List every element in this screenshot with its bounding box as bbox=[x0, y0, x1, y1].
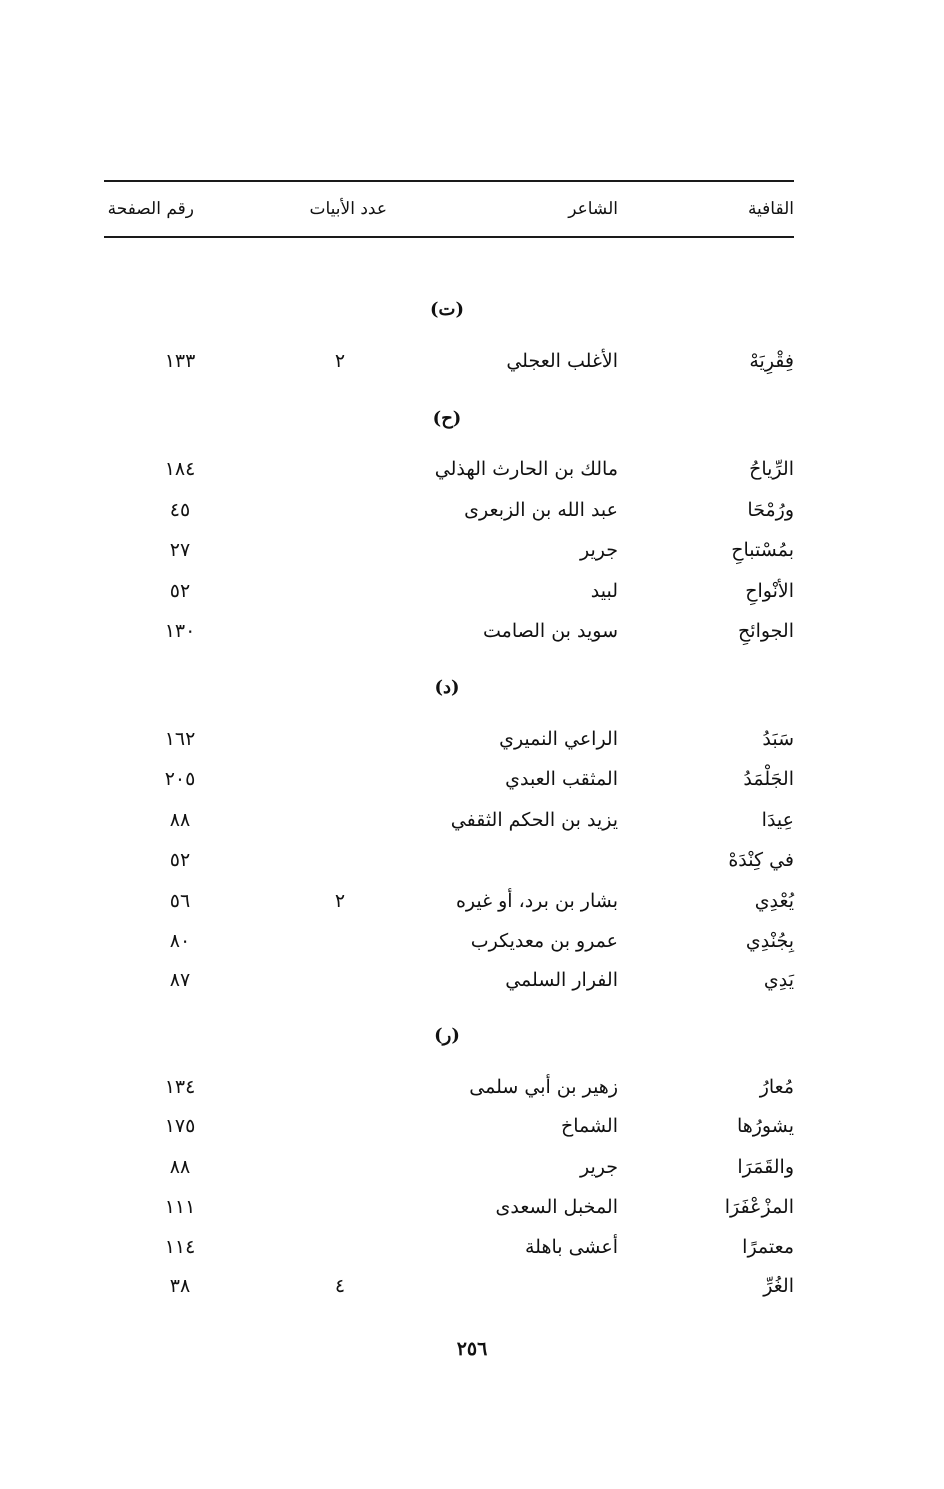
rhyme-cell: فِقْرِيَهْ bbox=[749, 350, 794, 372]
table-row bbox=[0, 343, 944, 379]
rhyme-cell: في كِنْدَهْ bbox=[728, 849, 794, 871]
page-number-cell: ٨٨ bbox=[169, 1156, 191, 1178]
rhyme-cell: الجوائحِ bbox=[738, 620, 794, 642]
page-number-cell: ١٦٢ bbox=[164, 728, 196, 750]
poet-cell: يزيد بن الحكم الثقفي bbox=[450, 809, 618, 831]
page-number-cell: ١٣٣ bbox=[164, 350, 196, 372]
table-row bbox=[0, 761, 944, 797]
rhyme-cell: الجَلْمَدُ bbox=[743, 768, 794, 790]
page-number-cell: ١٨٤ bbox=[164, 458, 196, 480]
page-number-cell: ٥٦ bbox=[169, 890, 191, 912]
page-number-cell: ٤٥ bbox=[169, 499, 191, 521]
poet-cell: المخبل السعدى bbox=[495, 1196, 618, 1218]
section-title: (ر) bbox=[434, 1025, 460, 1046]
rhyme-cell: عِيدَا bbox=[761, 809, 794, 831]
table-row bbox=[0, 451, 944, 487]
table-row bbox=[0, 492, 944, 528]
page-number-cell: ٨٠ bbox=[169, 930, 191, 952]
table-row bbox=[0, 721, 944, 757]
table-row bbox=[0, 532, 944, 568]
poet-cell: سويد بن الصامت bbox=[483, 620, 618, 642]
table-row bbox=[0, 613, 944, 649]
poet-cell: مالك بن الحارث الهذلي bbox=[434, 458, 618, 480]
rhyme-cell: الرِّياحُ bbox=[749, 458, 794, 480]
poet-cell: الفرار السلمي bbox=[505, 969, 618, 991]
page-number-cell: ١٧٥ bbox=[164, 1115, 196, 1137]
table-row bbox=[0, 1229, 944, 1265]
page-number-cell: ٢٧ bbox=[169, 539, 191, 561]
poet-cell: جرير bbox=[580, 1156, 618, 1178]
poet-cell: عبد الله بن الزبعرى bbox=[464, 499, 618, 521]
header-bottom-rule bbox=[104, 236, 794, 238]
column-header-rhyme: القافية bbox=[747, 199, 794, 219]
table-row bbox=[0, 802, 944, 838]
rhyme-cell: ورُمْحَا bbox=[747, 499, 794, 521]
rhyme-cell: يُعْدِي bbox=[754, 890, 794, 912]
poet-cell: المثقب العبدي bbox=[505, 768, 618, 790]
table-row bbox=[0, 1069, 944, 1105]
page-number-cell: ١١١ bbox=[164, 1196, 196, 1218]
verses-cell: ٤ bbox=[334, 1275, 346, 1297]
poet-cell: الأغلب العجلي bbox=[506, 350, 618, 372]
rhyme-cell: الأنْواحِ bbox=[745, 580, 794, 602]
poet-cell: بشار بن برد، أو غيره bbox=[455, 890, 618, 912]
table-row bbox=[0, 1268, 944, 1304]
section-title: (ح) bbox=[432, 408, 462, 429]
column-header-page: رقم الصفحة bbox=[107, 199, 194, 219]
rhyme-cell: معتمرًا bbox=[742, 1236, 794, 1258]
verses-cell: ٢ bbox=[334, 350, 346, 372]
page-number-cell: ٥٢ bbox=[169, 849, 191, 871]
poet-cell: الراعي النميري bbox=[499, 728, 618, 750]
page-number-cell: ١٣٤ bbox=[164, 1076, 196, 1098]
rhyme-cell: والقَمَرَا bbox=[737, 1156, 794, 1178]
table-row bbox=[0, 962, 944, 998]
page-number-cell: ٥٢ bbox=[169, 580, 191, 602]
table-row bbox=[0, 573, 944, 609]
table-row bbox=[0, 923, 944, 959]
poet-cell: جرير bbox=[580, 539, 618, 561]
table-row bbox=[0, 1149, 944, 1185]
table-row bbox=[0, 1189, 944, 1225]
rhyme-cell: بمُسْتباحِ bbox=[731, 539, 794, 561]
page-number: ٢٥٦ bbox=[456, 1338, 488, 1360]
poet-cell: عمرو بن معديكرب bbox=[470, 930, 618, 952]
rhyme-cell: سَبَدُ bbox=[762, 728, 794, 750]
page-number-cell: ١٣٠ bbox=[164, 620, 196, 642]
header-top-rule bbox=[104, 180, 794, 182]
poet-cell: زهير بن أبي سلمى bbox=[469, 1076, 618, 1098]
page-number-cell: ٣٨ bbox=[169, 1275, 191, 1297]
rhyme-cell: الغُرِّ bbox=[763, 1275, 794, 1297]
page-number-cell: ٢٠٥ bbox=[164, 768, 196, 790]
rhyme-cell: مُعارُ bbox=[759, 1076, 794, 1098]
page-number-cell: ١١٤ bbox=[164, 1236, 196, 1258]
table-row bbox=[0, 842, 944, 878]
page-number-cell: ٨٧ bbox=[169, 969, 191, 991]
column-header-poet: الشاعر bbox=[568, 199, 618, 219]
page-number-cell: ٨٨ bbox=[169, 809, 191, 831]
rhyme-cell: يَدِي bbox=[763, 969, 794, 991]
rhyme-cell: يشورُها bbox=[736, 1115, 794, 1137]
section-title: (د) bbox=[434, 677, 460, 698]
rhyme-cell: المزْعْفَرَا bbox=[724, 1196, 794, 1218]
column-header-verses: عدد الأبيات bbox=[309, 199, 387, 219]
table-row bbox=[0, 883, 944, 919]
poet-cell: أعشى باهلة bbox=[524, 1236, 618, 1258]
section-title: (ت) bbox=[430, 299, 464, 320]
rhyme-cell: بِجُنْدِي bbox=[745, 930, 794, 952]
table-row bbox=[0, 1108, 944, 1144]
poet-cell: لبيد bbox=[590, 580, 618, 602]
poet-cell: الشماخ bbox=[560, 1115, 618, 1137]
verses-cell: ٢ bbox=[334, 890, 346, 912]
